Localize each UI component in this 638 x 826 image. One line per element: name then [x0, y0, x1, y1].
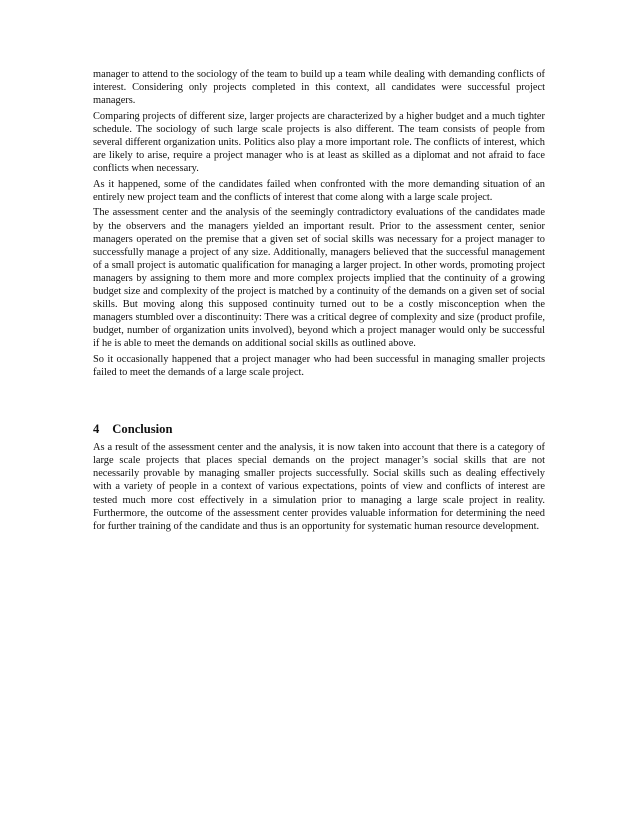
body-paragraph-1: manager to attend to the sociology of the team to build up a team while dealing with demanding conflicts of interest. Considering only projects completed in this context, all candidates were successful project managers.	[93, 69, 545, 107]
section-title: Conclusion	[112, 422, 173, 437]
document-page	[93, 68, 545, 533]
body-paragraph-4: The assessment center and the analysis of the seemingly contradictory evaluations of the candidates made by the observers and the managers yielded an important result. Prior to the assessment center, senior managers operated on the premise that a given set of social skills was necessary for a project manager to successfully manage a project of any size. Additionally, managers believed that the successful management of a small project is automatic qualification for managing a larger project. In other words, promoting project managers by assigning to them more and more complex projects implied that the continuity of a growing budget size and complexity of the project is matched by a continuity of the demands on a given set of social skills. But moving along this supposed continuity turned out to be a costly misconception when the managers stumbled over a discontinuity: There was a critical degree of complexity and size (product profile, budget, number of organization units involved), beyond which a project manager would only be successful if he is able to meet the demands on additional social skills as outlined above.	[93, 207, 545, 350]
body-paragraph-5: So it occasionally happened that a project manager who had been successful in managing smaller projects failed to meet the demands of a large scale project.	[93, 353, 545, 379]
body-paragraph-3: As it happened, some of the candidates failed when confronted with the more demanding situation of an entirely new project team and the conflicts of interest that come along with a large scale project.	[93, 178, 545, 203]
body-paragraph-2: Comparing projects of different size, larger projects are characterized by a higher budget and a much tighter schedule. The sociology of such large scale projects is also different. The team consists of people from several different organization units. Politics also play a more important role. The conflicts of interest, which are likely to arise, require a project manager who is at least as skilled as a diplomat and not afraid to face conflicts when necessary.	[93, 110, 545, 175]
section-number: 4	[93, 422, 100, 437]
conclusion-paragraph: As a result of the assessment center and the analysis, it is now taken into account that there is a category of large scale projects that places special demands on the project manager’s social skills that are not necessarily provable by managing smaller projects successfully. Social skills such as dealing effectively with a variety of people in a context of various expectations, points of view and conflicts of interest are tested much more cost effectively in a simulation prior to managing a large scale project in reality. Furthermore, the outcome of the assessment center provides valuable information for determining the need for further training of the candidate and thus is an opportunity for systematic human resource development.	[93, 442, 545, 532]
section-heading	[93, 422, 545, 437]
conclusion-section	[93, 441, 545, 533]
